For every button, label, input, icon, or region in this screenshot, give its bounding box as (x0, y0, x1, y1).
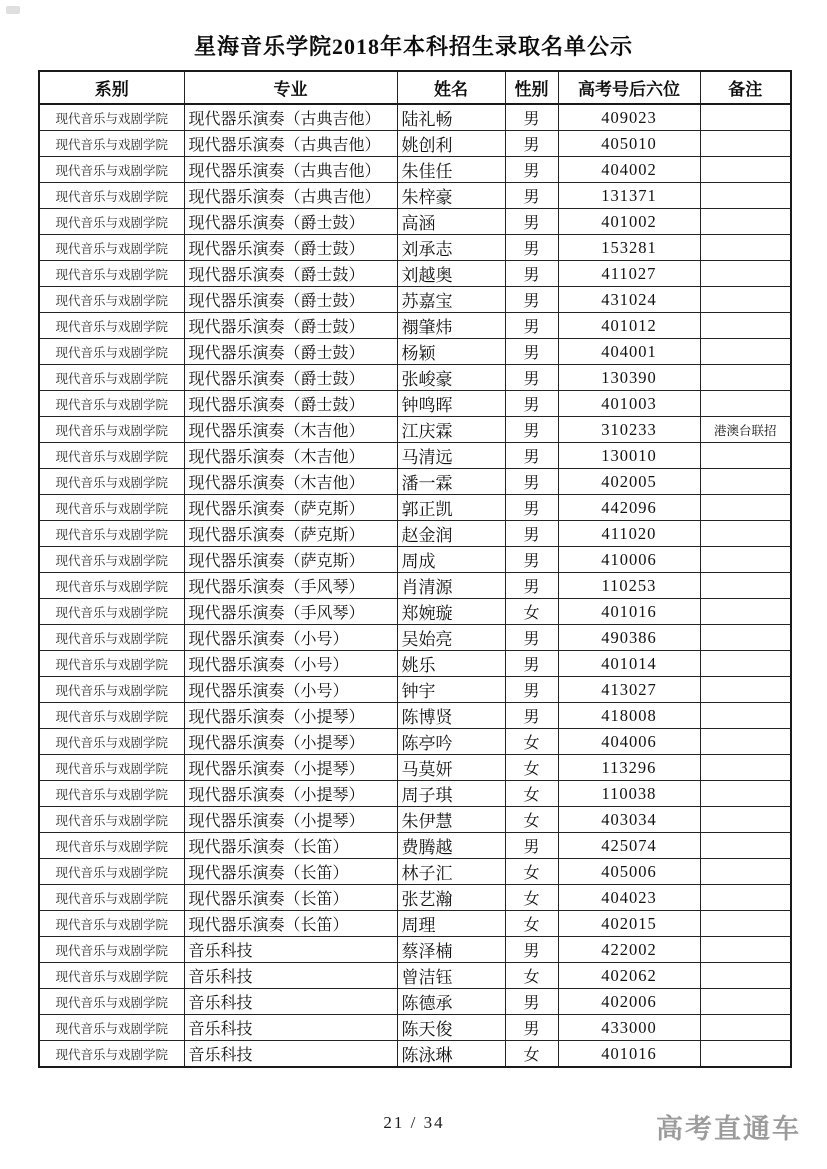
major-cell: 现代器乐演奏（小号） (184, 651, 397, 677)
remark-cell (700, 209, 791, 235)
remark-cell (700, 365, 791, 391)
major-cell: 现代器乐演奏（手风琴） (184, 599, 397, 625)
department-cell: 现代音乐与戏剧学院 (39, 573, 184, 599)
name-cell: 陈亭吟 (397, 729, 505, 755)
major-cell: 音乐科技 (184, 1015, 397, 1041)
name-cell: 肖清源 (397, 573, 505, 599)
department-cell: 现代音乐与戏剧学院 (39, 495, 184, 521)
table-row (39, 833, 791, 859)
name-cell: 刘越奥 (397, 261, 505, 287)
exam-number-cell: 402005 (558, 469, 700, 495)
major-cell: 现代器乐演奏（长笛） (184, 911, 397, 937)
remark-cell (700, 443, 791, 469)
table-row (39, 469, 791, 495)
gender-cell: 女 (505, 599, 558, 625)
table-row (39, 677, 791, 703)
exam-number-cell: 404002 (558, 157, 700, 183)
exam-number-cell: 425074 (558, 833, 700, 859)
gender-cell: 女 (505, 963, 558, 989)
remark-cell (700, 989, 791, 1015)
remark-cell (700, 157, 791, 183)
major-cell: 现代器乐演奏（爵士鼓） (184, 339, 397, 365)
exam-number-cell: 310233 (558, 417, 700, 443)
remark-cell (700, 339, 791, 365)
table-row (39, 443, 791, 469)
remark-cell (700, 391, 791, 417)
exam-number-cell: 110253 (558, 573, 700, 599)
department-cell: 现代音乐与戏剧学院 (39, 807, 184, 833)
remark-cell (700, 469, 791, 495)
department-cell: 现代音乐与戏剧学院 (39, 989, 184, 1015)
major-cell: 现代器乐演奏（古典吉他） (184, 131, 397, 157)
department-cell: 现代音乐与戏剧学院 (39, 911, 184, 937)
name-cell: 马莫妍 (397, 755, 505, 781)
name-cell: 费腾越 (397, 833, 505, 859)
table-row (39, 209, 791, 235)
major-cell: 现代器乐演奏（小提琴） (184, 703, 397, 729)
table-row (39, 417, 791, 443)
exam-number-cell: 401003 (558, 391, 700, 417)
gender-cell: 男 (505, 157, 558, 183)
major-cell: 现代器乐演奏（小号） (184, 625, 397, 651)
department-cell: 现代音乐与戏剧学院 (39, 469, 184, 495)
major-cell: 现代器乐演奏（木吉他） (184, 469, 397, 495)
remark-cell (700, 651, 791, 677)
department-cell: 现代音乐与戏剧学院 (39, 833, 184, 859)
table-row (39, 625, 791, 651)
remark-cell (700, 937, 791, 963)
remark-cell (700, 1041, 791, 1068)
name-cell: 陈天俊 (397, 1015, 505, 1041)
name-cell: 周理 (397, 911, 505, 937)
department-cell: 现代音乐与戏剧学院 (39, 443, 184, 469)
gender-cell: 男 (505, 1015, 558, 1041)
scan-artifact (6, 6, 20, 14)
name-cell: 江庆霖 (397, 417, 505, 443)
table-row (39, 651, 791, 677)
department-cell: 现代音乐与戏剧学院 (39, 651, 184, 677)
exam-number-cell: 413027 (558, 677, 700, 703)
department-cell: 现代音乐与戏剧学院 (39, 235, 184, 261)
exam-number-cell: 409023 (558, 104, 700, 131)
table-row (39, 885, 791, 911)
name-cell: 杨颖 (397, 339, 505, 365)
gender-cell: 男 (505, 989, 558, 1015)
department-cell: 现代音乐与戏剧学院 (39, 1041, 184, 1068)
major-cell: 音乐科技 (184, 963, 397, 989)
table-row (39, 989, 791, 1015)
gender-cell: 男 (505, 625, 558, 651)
exam-number-cell: 402015 (558, 911, 700, 937)
gender-cell: 男 (505, 287, 558, 313)
header-department: 系别 (39, 71, 184, 104)
department-cell: 现代音乐与戏剧学院 (39, 677, 184, 703)
name-cell: 高涵 (397, 209, 505, 235)
table-row (39, 183, 791, 209)
major-cell: 现代器乐演奏（长笛） (184, 833, 397, 859)
gender-cell: 男 (505, 521, 558, 547)
major-cell: 音乐科技 (184, 989, 397, 1015)
table-row (39, 104, 791, 131)
table-row (39, 131, 791, 157)
gender-cell: 女 (505, 1041, 558, 1068)
department-cell: 现代音乐与戏剧学院 (39, 625, 184, 651)
major-cell: 现代器乐演奏（小号） (184, 677, 397, 703)
major-cell: 音乐科技 (184, 937, 397, 963)
exam-number-cell: 131371 (558, 183, 700, 209)
remark-cell (700, 807, 791, 833)
table-header-row (39, 71, 791, 104)
department-cell: 现代音乐与戏剧学院 (39, 521, 184, 547)
gender-cell: 男 (505, 677, 558, 703)
gender-cell: 男 (505, 833, 558, 859)
exam-number-cell: 490386 (558, 625, 700, 651)
name-cell: 张峻豪 (397, 365, 505, 391)
remark-cell (700, 755, 791, 781)
exam-number-cell: 113296 (558, 755, 700, 781)
gender-cell: 男 (505, 209, 558, 235)
major-cell: 现代器乐演奏（长笛） (184, 885, 397, 911)
remark-cell (700, 131, 791, 157)
table-row (39, 937, 791, 963)
major-cell: 现代器乐演奏（小提琴） (184, 807, 397, 833)
major-cell: 音乐科技 (184, 1041, 397, 1068)
gender-cell: 男 (505, 339, 558, 365)
table-row (39, 391, 791, 417)
gender-cell: 男 (505, 417, 558, 443)
department-cell: 现代音乐与戏剧学院 (39, 599, 184, 625)
remark-cell (700, 963, 791, 989)
exam-number-cell: 433000 (558, 1015, 700, 1041)
table-row (39, 1015, 791, 1041)
remark-cell (700, 833, 791, 859)
table-row (39, 729, 791, 755)
header-remark: 备注 (700, 71, 791, 104)
department-cell: 现代音乐与戏剧学院 (39, 391, 184, 417)
name-cell: 苏嘉宝 (397, 287, 505, 313)
remark-cell: 港澳台联招 (700, 417, 791, 443)
gender-cell: 男 (505, 495, 558, 521)
exam-number-cell: 411027 (558, 261, 700, 287)
remark-cell (700, 781, 791, 807)
exam-number-cell: 130010 (558, 443, 700, 469)
table-row (39, 261, 791, 287)
major-cell: 现代器乐演奏（古典吉他） (184, 183, 397, 209)
remark-cell (700, 235, 791, 261)
remark-cell (700, 547, 791, 573)
gender-cell: 男 (505, 183, 558, 209)
major-cell: 现代器乐演奏（爵士鼓） (184, 209, 397, 235)
exam-number-cell: 402062 (558, 963, 700, 989)
watermark-logo: 高考直通车 (656, 1114, 801, 1144)
table-row (39, 521, 791, 547)
table-row (39, 599, 791, 625)
name-cell: 禤肇炜 (397, 313, 505, 339)
name-cell: 陈德承 (397, 989, 505, 1015)
table-row (39, 781, 791, 807)
department-cell: 现代音乐与戏剧学院 (39, 547, 184, 573)
header-exam-number: 高考号后六位 (558, 71, 700, 104)
remark-cell (700, 599, 791, 625)
table-row (39, 703, 791, 729)
department-cell: 现代音乐与戏剧学院 (39, 104, 184, 131)
header-gender: 性别 (505, 71, 558, 104)
department-cell: 现代音乐与戏剧学院 (39, 313, 184, 339)
name-cell: 马清远 (397, 443, 505, 469)
name-cell: 姚乐 (397, 651, 505, 677)
name-cell: 蔡泽楠 (397, 937, 505, 963)
name-cell: 朱伊慧 (397, 807, 505, 833)
major-cell: 现代器乐演奏（爵士鼓） (184, 313, 397, 339)
header-major: 专业 (184, 71, 397, 104)
admission-table (38, 70, 792, 1068)
name-cell: 朱梓豪 (397, 183, 505, 209)
table-row (39, 547, 791, 573)
name-cell: 周成 (397, 547, 505, 573)
department-cell: 现代音乐与戏剧学院 (39, 729, 184, 755)
table-body (39, 104, 791, 1067)
table-row (39, 235, 791, 261)
exam-number-cell: 110038 (558, 781, 700, 807)
department-cell: 现代音乐与戏剧学院 (39, 703, 184, 729)
department-cell: 现代音乐与戏剧学院 (39, 885, 184, 911)
major-cell: 现代器乐演奏（手风琴） (184, 573, 397, 599)
name-cell: 潘一霖 (397, 469, 505, 495)
department-cell: 现代音乐与戏剧学院 (39, 781, 184, 807)
department-cell: 现代音乐与戏剧学院 (39, 261, 184, 287)
major-cell: 现代器乐演奏（木吉他） (184, 443, 397, 469)
remark-cell (700, 521, 791, 547)
table-row (39, 157, 791, 183)
gender-cell: 男 (505, 547, 558, 573)
table-row (39, 573, 791, 599)
gender-cell: 男 (505, 573, 558, 599)
department-cell: 现代音乐与戏剧学院 (39, 131, 184, 157)
name-cell: 郑婉璇 (397, 599, 505, 625)
exam-number-cell: 404006 (558, 729, 700, 755)
name-cell: 郭正凯 (397, 495, 505, 521)
major-cell: 现代器乐演奏（爵士鼓） (184, 235, 397, 261)
major-cell: 现代器乐演奏（小提琴） (184, 755, 397, 781)
remark-cell (700, 1015, 791, 1041)
exam-number-cell: 411020 (558, 521, 700, 547)
gender-cell: 男 (505, 131, 558, 157)
exam-number-cell: 404001 (558, 339, 700, 365)
exam-number-cell: 410006 (558, 547, 700, 573)
department-cell: 现代音乐与戏剧学院 (39, 937, 184, 963)
name-cell: 周子琪 (397, 781, 505, 807)
gender-cell: 女 (505, 859, 558, 885)
exam-number-cell: 404023 (558, 885, 700, 911)
department-cell: 现代音乐与戏剧学院 (39, 859, 184, 885)
exam-number-cell: 403034 (558, 807, 700, 833)
gender-cell: 男 (505, 104, 558, 131)
name-cell: 陈博贤 (397, 703, 505, 729)
major-cell: 现代器乐演奏（小提琴） (184, 729, 397, 755)
remark-cell (700, 911, 791, 937)
major-cell: 现代器乐演奏（爵士鼓） (184, 365, 397, 391)
exam-number-cell: 401002 (558, 209, 700, 235)
table-row (39, 755, 791, 781)
table-row (39, 495, 791, 521)
table-row (39, 1041, 791, 1068)
major-cell: 现代器乐演奏（爵士鼓） (184, 261, 397, 287)
department-cell: 现代音乐与戏剧学院 (39, 963, 184, 989)
exam-number-cell: 402006 (558, 989, 700, 1015)
name-cell: 钟宇 (397, 677, 505, 703)
gender-cell: 女 (505, 781, 558, 807)
department-cell: 现代音乐与戏剧学院 (39, 365, 184, 391)
name-cell: 刘承志 (397, 235, 505, 261)
exam-number-cell: 401016 (558, 1041, 700, 1068)
gender-cell: 男 (505, 937, 558, 963)
header-name: 姓名 (397, 71, 505, 104)
exam-number-cell: 431024 (558, 287, 700, 313)
exam-number-cell: 418008 (558, 703, 700, 729)
name-cell: 林子汇 (397, 859, 505, 885)
gender-cell: 女 (505, 807, 558, 833)
remark-cell (700, 703, 791, 729)
major-cell: 现代器乐演奏（爵士鼓） (184, 287, 397, 313)
name-cell: 朱佳任 (397, 157, 505, 183)
gender-cell: 男 (505, 365, 558, 391)
remark-cell (700, 625, 791, 651)
remark-cell (700, 677, 791, 703)
page-title: 星海音乐学院2018年本科招生录取名单公示 (193, 34, 633, 59)
name-cell: 赵金润 (397, 521, 505, 547)
gender-cell: 男 (505, 469, 558, 495)
exam-number-cell: 442096 (558, 495, 700, 521)
remark-cell (700, 495, 791, 521)
gender-cell: 男 (505, 443, 558, 469)
remark-cell (700, 261, 791, 287)
gender-cell: 男 (505, 703, 558, 729)
department-cell: 现代音乐与戏剧学院 (39, 287, 184, 313)
table-row (39, 911, 791, 937)
table-row (39, 807, 791, 833)
gender-cell: 女 (505, 885, 558, 911)
department-cell: 现代音乐与戏剧学院 (39, 183, 184, 209)
remark-cell (700, 313, 791, 339)
exam-number-cell: 401012 (558, 313, 700, 339)
gender-cell: 男 (505, 235, 558, 261)
department-cell: 现代音乐与戏剧学院 (39, 209, 184, 235)
remark-cell (700, 859, 791, 885)
remark-cell (700, 104, 791, 131)
table-row (39, 365, 791, 391)
name-cell: 张艺瀚 (397, 885, 505, 911)
table-row (39, 859, 791, 885)
remark-cell (700, 573, 791, 599)
department-cell: 现代音乐与戏剧学院 (39, 417, 184, 443)
table-row (39, 313, 791, 339)
remark-cell (700, 729, 791, 755)
name-cell: 钟鸣晖 (397, 391, 505, 417)
exam-number-cell: 130390 (558, 365, 700, 391)
exam-number-cell: 405010 (558, 131, 700, 157)
gender-cell: 男 (505, 261, 558, 287)
exam-number-cell: 401014 (558, 651, 700, 677)
gender-cell: 男 (505, 313, 558, 339)
page-number: 21 / 34 (383, 1113, 445, 1132)
table-row (39, 963, 791, 989)
exam-number-cell: 401016 (558, 599, 700, 625)
remark-cell (700, 287, 791, 313)
major-cell: 现代器乐演奏（萨克斯） (184, 521, 397, 547)
major-cell: 现代器乐演奏（爵士鼓） (184, 391, 397, 417)
gender-cell: 女 (505, 729, 558, 755)
name-cell: 陈泳琳 (397, 1041, 505, 1068)
major-cell: 现代器乐演奏（小提琴） (184, 781, 397, 807)
major-cell: 现代器乐演奏（木吉他） (184, 417, 397, 443)
gender-cell: 女 (505, 911, 558, 937)
exam-number-cell: 422002 (558, 937, 700, 963)
major-cell: 现代器乐演奏（古典吉他） (184, 104, 397, 131)
major-cell: 现代器乐演奏（萨克斯） (184, 547, 397, 573)
remark-cell (700, 183, 791, 209)
gender-cell: 女 (505, 755, 558, 781)
table-row (39, 287, 791, 313)
major-cell: 现代器乐演奏（古典吉他） (184, 157, 397, 183)
name-cell: 陆礼畅 (397, 104, 505, 131)
department-cell: 现代音乐与戏剧学院 (39, 755, 184, 781)
department-cell: 现代音乐与戏剧学院 (39, 157, 184, 183)
remark-cell (700, 885, 791, 911)
gender-cell: 男 (505, 651, 558, 677)
table-row (39, 339, 791, 365)
department-cell: 现代音乐与戏剧学院 (39, 339, 184, 365)
exam-number-cell: 153281 (558, 235, 700, 261)
exam-number-cell: 405006 (558, 859, 700, 885)
gender-cell: 男 (505, 391, 558, 417)
major-cell: 现代器乐演奏（长笛） (184, 859, 397, 885)
name-cell: 曾洁钰 (397, 963, 505, 989)
major-cell: 现代器乐演奏（萨克斯） (184, 495, 397, 521)
name-cell: 吴始亮 (397, 625, 505, 651)
name-cell: 姚创利 (397, 131, 505, 157)
department-cell: 现代音乐与戏剧学院 (39, 1015, 184, 1041)
